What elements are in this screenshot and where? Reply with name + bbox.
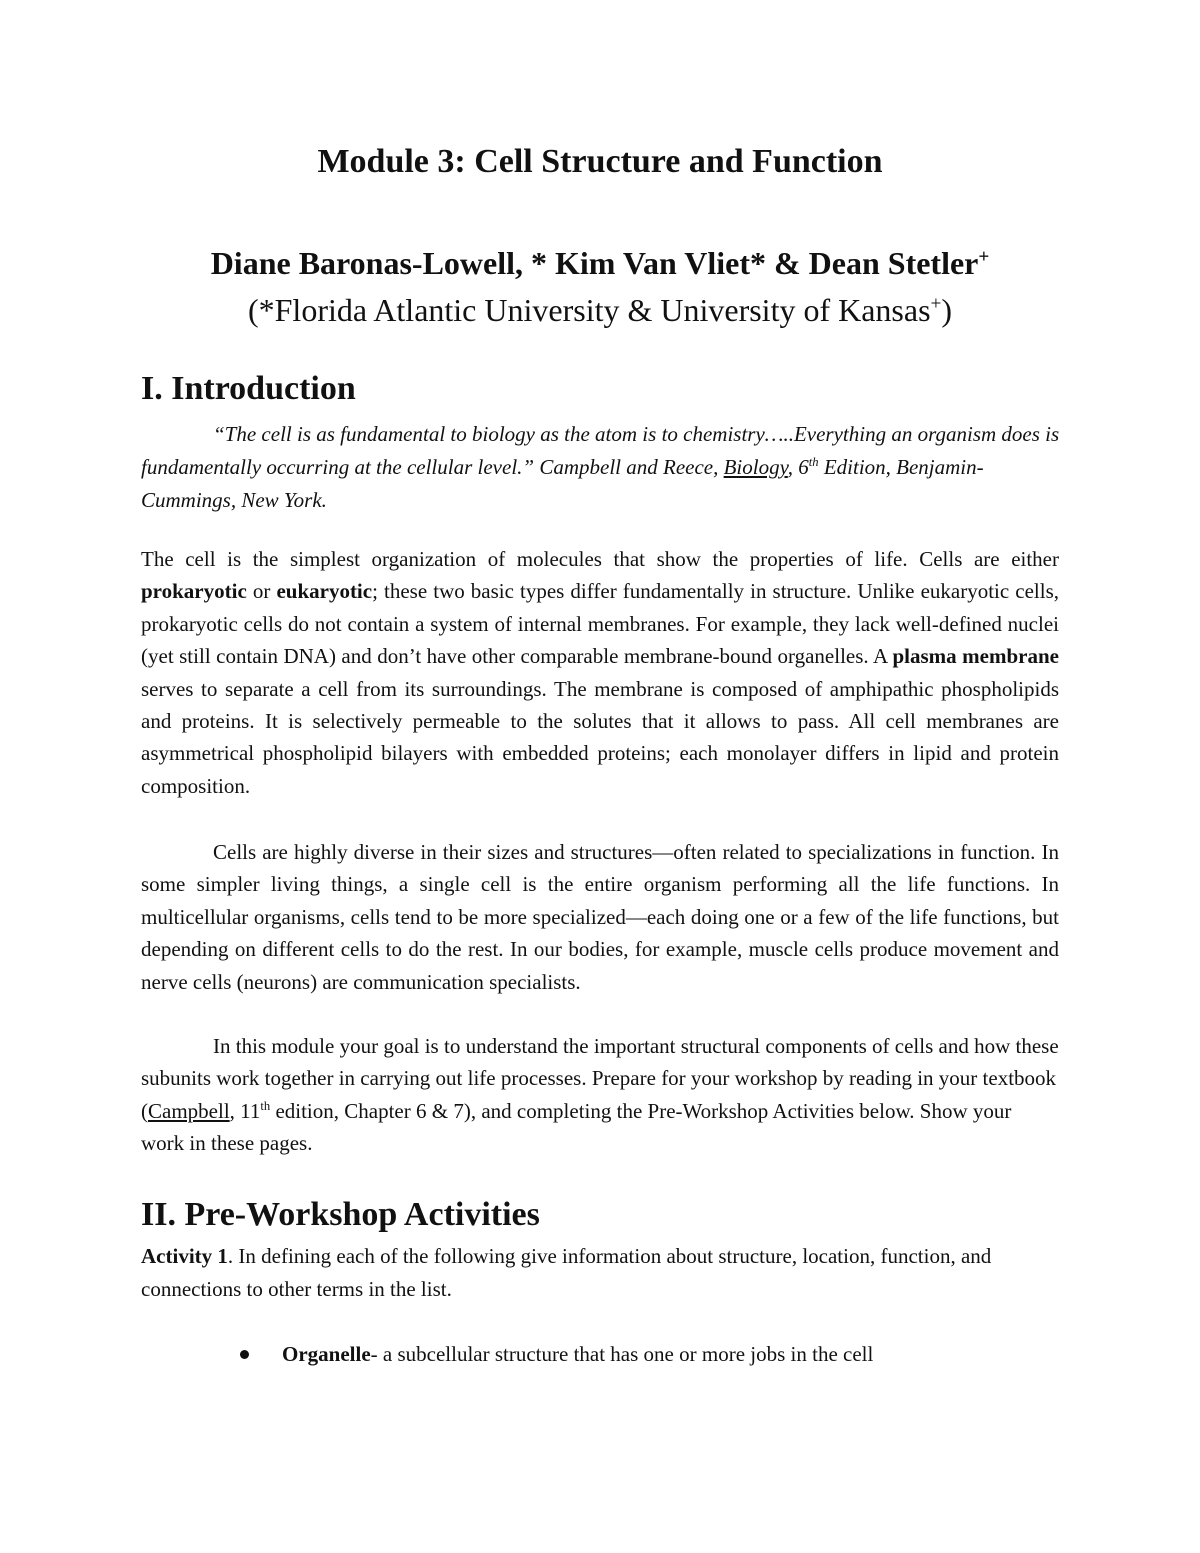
p3-edition: , 11 bbox=[229, 1098, 261, 1123]
p3-text-a: In this module your goal is to understand the important structural components of cells and how these subunits work together in carrying out life processes. Prepare for your workshop by reading in your textbook ( bbox=[141, 1034, 1059, 1123]
quote-publisher: Edition, Benjamin-Cummings, New York. bbox=[141, 455, 984, 512]
bullet-icon bbox=[240, 1350, 249, 1359]
section-heading-introduction: I. Introduction bbox=[141, 370, 356, 407]
paragraph-3 bbox=[141, 1030, 1059, 1160]
affiliation-text: (*Florida Atlantic University & University of Kansas bbox=[247, 292, 931, 328]
author-list bbox=[0, 243, 1200, 283]
quote-edition: , 6 bbox=[787, 455, 809, 479]
p3-edition-sup: th bbox=[260, 1098, 271, 1113]
section-heading-pre-workshop: II. Pre-Workshop Activities bbox=[141, 1196, 540, 1233]
epigraph-quote bbox=[141, 418, 1061, 517]
p1-text-g: serves to separate a cell from its surroundings. The membrane is composed of amphipathic phospholipids and proteins. It is selectively permeable to the solutes that it allows to pass. All cell membranes are asymmetrical phospholipid bilayers with embedded proteins; each monolayer differs in lipid and protein composition. bbox=[141, 676, 1059, 798]
term-prokaryotic: prokaryotic bbox=[141, 579, 247, 604]
quote-text: “The cell is as fundamental to biology as the atom is to chemistry…..Everything an organism does is fundamentally occurring at the cellular level.” Campbell and Reece, bbox=[141, 422, 1060, 479]
quote-book-title: Biology bbox=[723, 455, 788, 479]
author-affiliation bbox=[0, 290, 1200, 330]
paragraph-1 bbox=[141, 543, 1059, 802]
document-title: Module 3: Cell Structure and Function bbox=[317, 143, 883, 180]
list-item-text bbox=[282, 1342, 873, 1366]
paragraph-2: Cells are highly diverse in their sizes and structures—often related to specializations in function. In some simpler living things, a single cell is the entire organism performing all the life functions. In multicellular organisms, cells tend to be more specialized—each doing one or a few of the life functions, but depending on different cells to do the rest. In our bodies, for example, muscle cells produce movement and nerve cells (neurons) are communication specialists. bbox=[141, 840, 1059, 994]
affiliation-close: ) bbox=[941, 292, 953, 328]
p1-text-e: ; these two basic types differ fundamentally in structure. Unlike eukaryotic cells, prokaryotic cells do not contain a system of internal membranes. For example, they lack well-defined nuclei (yet still contain DNA) and don’t have other comparable membrane-bound organelles. A bbox=[141, 579, 1060, 669]
list-item bbox=[246, 1338, 873, 1371]
author-names: Diane Baronas-Lowell, * Kim Van Vliet* & Dean Stetler bbox=[210, 245, 979, 281]
p1-text-c: or bbox=[246, 579, 277, 604]
quote-edition-sup: th bbox=[808, 455, 819, 469]
term-eukaryotic: eukaryotic bbox=[276, 579, 373, 604]
term-definition: - a subcellular structure that has one or more jobs in the cell bbox=[370, 1342, 874, 1366]
term-organelle: Organelle bbox=[282, 1342, 371, 1366]
activity-1-instructions bbox=[141, 1240, 1059, 1306]
author-superscript: + bbox=[978, 246, 990, 268]
p3-book-title: Campbell bbox=[148, 1098, 230, 1123]
p3-text-c: edition, Chapter 6 & 7), and completing the Pre-Workshop Activities below. Show your work in these pages. bbox=[141, 1098, 1012, 1156]
activity-label: Activity 1 bbox=[141, 1244, 228, 1268]
p1-text-a: The cell is the simplest organization of molecules that show the properties of life. Cells are either bbox=[141, 547, 1059, 571]
activity-text: . In defining each of the following give information about structure, location, function, and connections to other terms in the list. bbox=[141, 1244, 992, 1301]
affiliation-superscript: + bbox=[930, 293, 942, 315]
term-plasma-membrane: plasma membrane bbox=[892, 644, 1059, 669]
